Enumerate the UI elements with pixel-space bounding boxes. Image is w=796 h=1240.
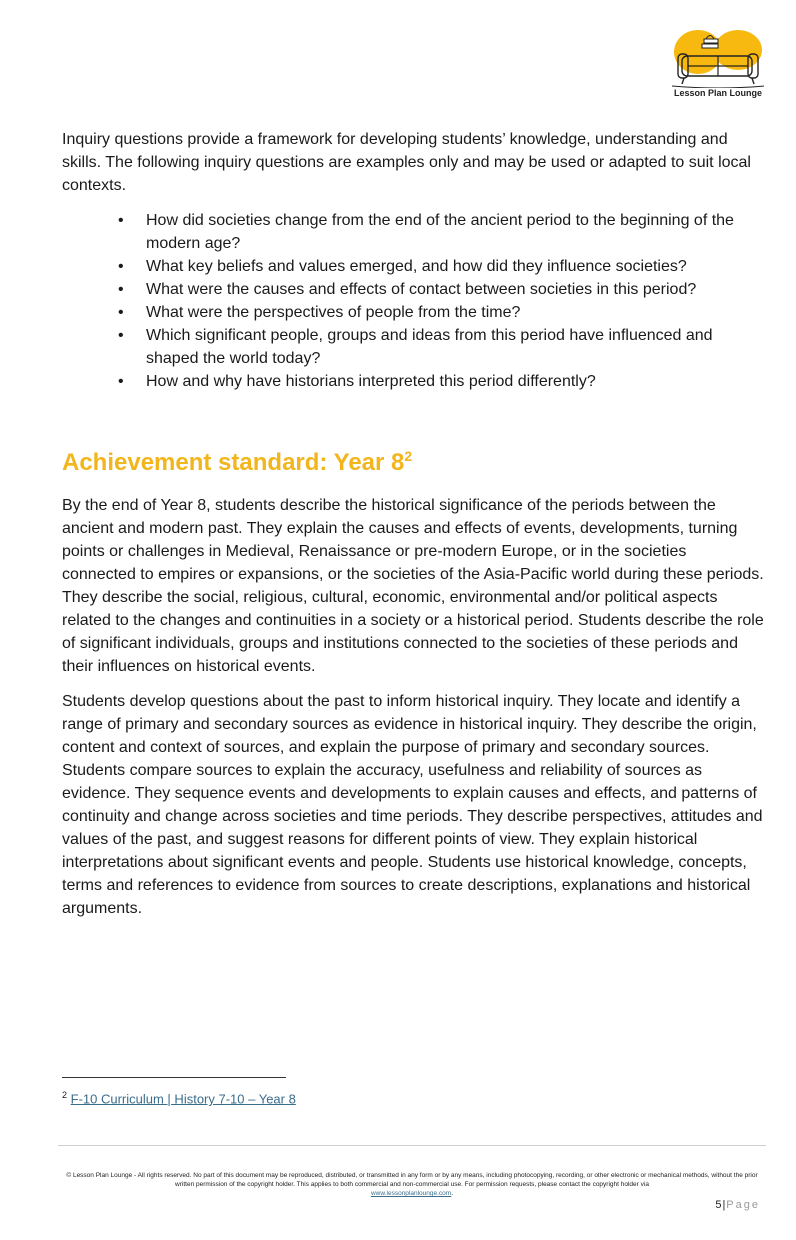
footnote-reference[interactable]: 2 (404, 448, 413, 464)
list-item (118, 370, 764, 393)
achievement-standard-heading (62, 441, 764, 478)
bullet-icon: • (118, 327, 124, 344)
inquiry-question: Which significant people, groups and ideas from this period have influenced and shaped the world today? (146, 327, 713, 367)
inquiry-questions-list (62, 209, 764, 393)
footnote-number: 2 (62, 1090, 68, 1100)
sofa-logo-icon (672, 26, 764, 88)
footer-divider (58, 1145, 766, 1146)
footnote-link[interactable]: F-10 Curriculum | History 7-10 – Year 8 (70, 1091, 296, 1107)
document-body (62, 128, 764, 932)
achievement-paragraph-2: Students develop questions about the past to inform historical inquiry. They locate and identify a range of primary and secondary sources as evidence in historical inquiry. They describe the origin, content and context of sources, and explain the purpose of primary and secondary sources. Students compare sources to explain the accuracy, usefulness and reliability of sources as evidence. They sequence events and developments to explain causes and effects, and patterns of continuity and change across societies and time periods. They describe perspectives, attitudes and values of the past, and suggest reasons for different points of view. They explain historical interpretations about significant events and people. Students use historical knowledge, concepts, terms and references to evidence from sources to create descriptions, explanations and historical arguments. (62, 693, 763, 917)
page-number (715, 1199, 760, 1211)
inquiry-question: How did societies change from the end of the ancient period to the beginning of the modern age? (146, 212, 734, 252)
bullet-icon: • (118, 281, 124, 298)
list-item (118, 255, 764, 278)
list-item (118, 209, 764, 255)
page-number-value: 5 (715, 1199, 723, 1211)
bullet-icon: • (118, 258, 124, 275)
bullet-icon: • (118, 373, 124, 390)
footnote-divider (62, 1077, 286, 1078)
achievement-paragraph-1: By the end of Year 8, students describe the historical significance of the periods between the ancient and modern past. They explain the causes and effects of events, developments, turning points or challenges in Medieval, Renaissance or pre-modern Europe, or in the societies connected to empires or expansions, or the societies of the Asia-Pacific world during these periods. They describe the social, religious, cultural, economic, environmental and/or political aspects related to the changes and continuities in a society or a historical period. Students describe the role of significant individuals, groups and institutions connected to the societies of these periods and their influences on historical events. (62, 497, 764, 675)
inquiry-question: What key beliefs and values emerged, and how did they influence societies? (146, 258, 687, 275)
website-suffix: . (451, 1190, 454, 1197)
lesson-plan-lounge-logo (668, 26, 768, 104)
inquiry-question: How and why have historians interpreted this period differently? (146, 373, 596, 390)
logo-text: Lesson Plan Lounge (673, 88, 762, 98)
bullet-icon: • (118, 212, 124, 229)
copyright-text: © Lesson Plan Lounge - All rights reserved. No part of this document may be reproduced, distributed, or transmitted in any form or by any means, including photocopying, recording, or other electronic or mechanical methods, without the prior written permission of the copyright holder. This applies to both commercial and non-commercial use. For permission requests, please contact the copyright holder via (66, 1172, 758, 1188)
heading-text: Achievement standard: Year 8 (62, 449, 405, 476)
list-item (118, 278, 764, 301)
copyright-notice (62, 1171, 762, 1198)
page-label: Page (726, 1199, 760, 1211)
list-item (118, 301, 764, 324)
inquiry-question: What were the perspectives of people from the time? (146, 304, 521, 321)
inquiry-question: What were the causes and effects of contact between societies in this period? (146, 281, 697, 298)
intro-paragraph: Inquiry questions provide a framework for developing students’ knowledge, understanding and skills. The following inquiry questions are examples only and may be used or adapted to suit local contexts. (62, 131, 751, 194)
list-item (118, 324, 764, 370)
footnote (62, 1090, 296, 1106)
bullet-icon: • (118, 304, 124, 321)
page-separator: | (722, 1199, 727, 1211)
website-link[interactable]: www.lessonplanlounge.com (370, 1190, 452, 1197)
